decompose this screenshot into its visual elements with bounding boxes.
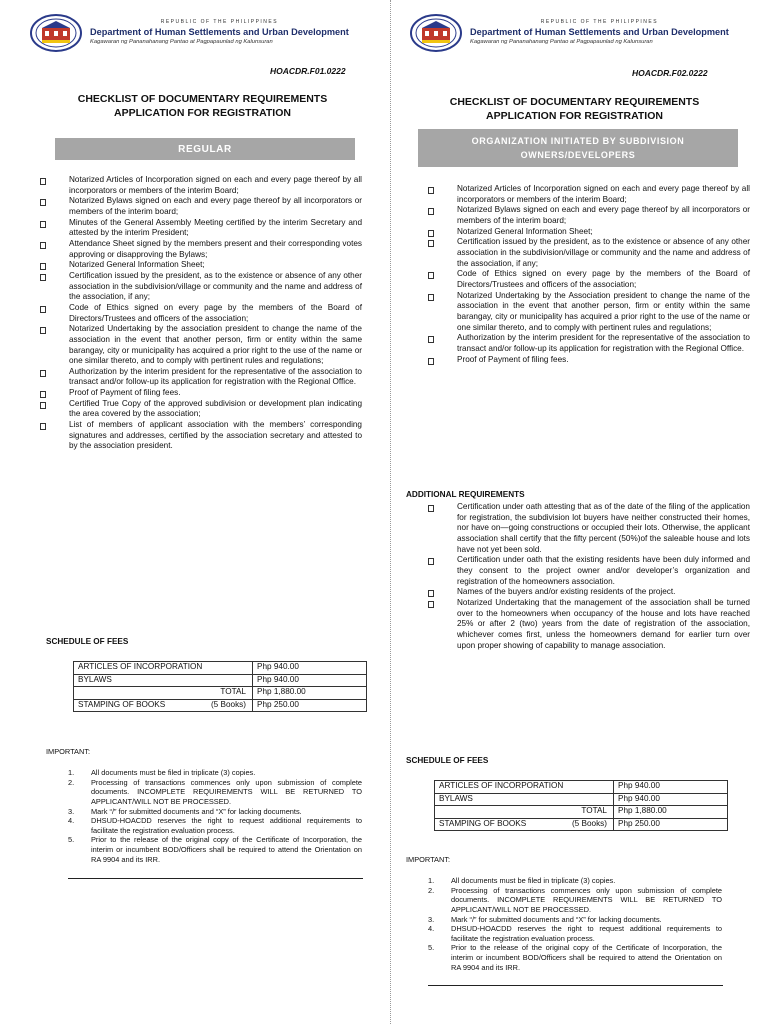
department-tagline: Kagawaran ng Pananahanang Pantao at Pagpapaunlad ng Kalunsuran <box>90 39 273 46</box>
books-count: (5 Books) <box>210 699 246 709</box>
department-name: Department of Human Settlements and Urban Development <box>90 26 349 37</box>
checkbox-icon[interactable] <box>428 358 434 365</box>
fees-row <box>435 818 728 831</box>
checklist-item <box>38 324 362 367</box>
note-item <box>428 943 722 972</box>
bottom-rule <box>68 878 363 879</box>
dhsud-seal-icon <box>410 14 462 52</box>
checklist-item <box>426 184 750 205</box>
form-code: HOACDR.F02.0222 <box>632 68 708 78</box>
checklist-item-text: Notarized General Information Sheet; <box>457 226 593 236</box>
note-item <box>428 915 722 925</box>
checkbox-icon[interactable] <box>428 294 434 301</box>
checklist-item <box>426 237 750 269</box>
note-text: All documents must be filed in triplicate (3) copies. <box>451 876 616 885</box>
checkbox-icon[interactable] <box>40 370 46 377</box>
checkbox-icon[interactable] <box>40 242 46 249</box>
note-item <box>428 924 722 943</box>
fee-total-amount: Php 1,880.00 <box>253 687 367 700</box>
department-tagline: Kagawaran ng Pananahanang Pantao at Pagpapaunlad ng Kalunsuran <box>470 39 653 46</box>
fees-row <box>74 687 367 700</box>
band-line-2: OWNERS/DEVELOPERS <box>520 150 636 160</box>
fee-label: ARTICLES OF INCORPORATION <box>74 662 253 675</box>
note-number: 2. <box>68 777 75 787</box>
fee-label <box>74 699 253 712</box>
fee-amount: Php 940.00 <box>614 793 728 806</box>
checklist-item <box>38 239 362 260</box>
checklist-item-text: Notarized Undertaking by the association president to change the name of the association in the event that another person, firm or entity within the same barangay, city or municipality has acquired a prior right to the use of the name or one similar thereto, and to comply with pertinent rules and regulations; <box>69 324 362 366</box>
note-item <box>68 778 362 807</box>
checklist-item-text: Certification under oath attesting that as of the date of the filing of the application for registration, the subdivision lot buyers have neither constructed their homes, nor have on—going constructions or occupied their lots. Otherwise, the applicant association shall certify that the fifty percent (50%)of the saleable house and lots have not yet been sold. <box>457 502 750 554</box>
fee-label <box>435 818 614 831</box>
note-item <box>68 807 362 817</box>
checklist-item-text: Notarized Bylaws signed on each and every page thereof by all incorporators or members of the interim board; <box>457 205 750 225</box>
fee-amount: Php 940.00 <box>253 662 367 675</box>
note-number: 1. <box>68 768 75 777</box>
note-number: 2. <box>428 885 435 895</box>
checklist-item-text: Notarized Undertaking that the management of the association shall be turned over to the homeowners when occupancy of the house and lots have reached 25% or after 2 (two) years from the date of registration of the association, whichever comes first, unless the homeowners demand for earlier turn over upon proper showing of capability to manage association. <box>457 597 750 650</box>
checklist-item <box>38 218 362 239</box>
fee-label: ARTICLES OF INCORPORATION <box>435 781 614 794</box>
checkbox-icon[interactable] <box>40 391 46 398</box>
checklist-item-text: Certification under oath that the existing residents have been duly informed and they consent to the project owner and/or developer’s organization and registration of the homeowners association. <box>457 555 750 586</box>
important-notes <box>68 768 362 864</box>
checkbox-icon[interactable] <box>428 558 434 565</box>
checkbox-icon[interactable] <box>428 240 434 247</box>
fee-amount: Php 940.00 <box>253 674 367 687</box>
category-band <box>418 129 738 167</box>
checklist-item-text: Notarized General Information Sheet; <box>69 260 205 270</box>
note-item <box>68 835 362 864</box>
checklist-item <box>426 587 750 598</box>
checklist-item-text: Authorization by the interim president for the representative of the association to transact and/or follow-up its application for registration with the Regional Office. <box>457 333 750 353</box>
note-text: Processing of transactions commences only upon submission of complete documents. INCOMPLETE REQUIREMENTS WILL BE RETURNED TO APPLICANT/WILL NOT BE PROCESSED. <box>451 885 722 914</box>
fee-label: BYLAWS <box>74 674 253 687</box>
checkbox-icon[interactable] <box>40 199 46 206</box>
books-label: STAMPING OF BOOKS <box>78 699 166 709</box>
checkbox-icon[interactable] <box>428 590 434 597</box>
note-number: 5. <box>68 835 75 845</box>
checklist-item <box>426 205 750 226</box>
checklist-page-developer <box>384 0 768 1024</box>
checkbox-icon[interactable] <box>40 263 46 270</box>
fees-row <box>435 806 728 819</box>
checkbox-icon[interactable] <box>40 402 46 409</box>
checklist-item-text: Notarized Bylaws signed on each and every page thereof by all incorporators or members of the interim board; <box>69 196 362 216</box>
checklist-item <box>426 555 750 587</box>
checklist-item-text: List of members of applicant association with the members’ corresponding signatures and addresses, certified by the association secretary and attested to by the association president. <box>69 420 362 451</box>
note-item <box>68 816 362 835</box>
band-line-1: ORGANIZATION INITIATED BY SUBDIVISION <box>471 135 685 146</box>
checklist-item-text: Code of Ethics signed on every page by the members of the Board of Directors/Trustees and officers of the association; <box>457 269 750 289</box>
fee-total-label: TOTAL <box>435 806 614 819</box>
fee-total-label: TOTAL <box>74 687 253 700</box>
checklist-item <box>38 175 362 196</box>
additional-requirements-checklist <box>426 502 750 651</box>
fees-row <box>435 781 728 794</box>
checklist-item-text: Code of Ethics signed on every page by the members of the Board of Directors/Trustees and officers of the association; <box>69 302 362 323</box>
note-text: Prior to the release of the original copy of the Certificate of Incorporation, the interim or incumbent BOD/Officers shall be required to attend the Orientation on RA 9904 and its IRR. <box>91 835 362 864</box>
form-code: HOACDR.F01.0222 <box>270 66 346 76</box>
note-number: 4. <box>428 924 435 934</box>
title-line-1: CHECKLIST OF DOCUMENTARY REQUIREMENTS <box>449 96 700 108</box>
fee-amount: Php 940.00 <box>614 781 728 794</box>
checklist-item <box>38 388 362 399</box>
fees-row <box>74 662 367 675</box>
checklist-item-text: Proof of Payment of filing fees. <box>69 388 181 398</box>
checkbox-icon[interactable] <box>40 274 46 281</box>
checkbox-icon[interactable] <box>428 272 434 279</box>
fees-row <box>74 699 367 712</box>
fees-row <box>74 674 367 687</box>
note-text: DHSUD-HOACDD reserves the right to request additional requirements to facilitate the registration evaluation process. <box>451 924 722 943</box>
checklist-item <box>426 502 750 555</box>
checklist-item-text: Attendance Sheet signed by the members present and their corresponding votes approving or disapproving the Bylaws; <box>69 238 362 259</box>
note-number: 4. <box>68 816 75 826</box>
books-count: (5 Books) <box>571 818 607 828</box>
dhsud-seal-icon <box>30 14 82 52</box>
note-item <box>428 886 722 915</box>
letterhead <box>30 12 349 54</box>
checkbox-icon[interactable] <box>40 221 46 228</box>
books-label: STAMPING OF BOOKS <box>439 818 527 828</box>
checklist-item-text: Proof of Payment of filing fees. <box>457 354 569 364</box>
note-text: Mark “/” for submitted documents and “X” for lacking documents. <box>451 914 662 924</box>
checklist-item-text: Certification issued by the president, as to the existence or absence of any other association in the subdivision/village or community and the name and address of the association, if any; <box>457 237 750 268</box>
bottom-rule <box>428 985 723 986</box>
checklist-item-text: Certification issued by the president, as to the existence or absence of any other association in the subdivision/village or community and the name and address of the association, if any; <box>69 270 362 302</box>
checkbox-icon[interactable] <box>428 601 434 608</box>
title-line-1: CHECKLIST OF DOCUMENTARY REQUIREMENTS <box>77 93 328 105</box>
checklist-item-text: Notarized Undertaking by the Association president to change the name of the association in the event that another person, firm or entity within the same barangay, city or municipality has acquired a prior right to the use of the name or one similar thereto, and to comply with pertinent rules and regulations; <box>457 290 750 332</box>
checklist-item <box>38 271 362 303</box>
checklist-item-text: Authorization by the interim president for the representative of the association to transact and/or follow-up its application for registration with the Regional Office. <box>69 366 362 387</box>
requirements-checklist <box>38 175 362 452</box>
department-name: Department of Human Settlements and Urban Development <box>470 26 729 37</box>
checklist-item-text: Names of the buyers and/or existing residents of the project. <box>457 587 676 597</box>
note-item <box>68 768 362 778</box>
note-text: All documents must be filed in triplicate (3) copies. <box>91 768 256 777</box>
important-label: IMPORTANT: <box>46 747 91 756</box>
checklist-item-text: Notarized Articles of Incorporation signed on each and every page thereof by all incorporators or members of the interim Board; <box>69 175 362 195</box>
note-text: Prior to the release of the original copy of the Certificate of Incorporation, the interim or incumbent BOD/Officers shall be required to attend the Orientation on RA 9904 and its IRR. <box>451 943 722 972</box>
checkbox-icon[interactable] <box>428 230 434 237</box>
important-notes <box>428 876 722 972</box>
checkbox-icon[interactable] <box>40 423 46 430</box>
schedule-of-fees-heading: SCHEDULE OF FEES <box>406 756 489 765</box>
fee-amount: Php 250.00 <box>614 818 728 831</box>
checkbox-icon[interactable] <box>40 178 46 185</box>
republic-line: REPUBLIC OF THE PHILIPPINES <box>540 19 659 25</box>
fee-total-amount: Php 1,880.00 <box>614 806 728 819</box>
note-number: 3. <box>68 806 75 816</box>
checklist-item-text: Certified True Copy of the approved subdivision or development plan indicating the area covered by the association; <box>69 398 362 419</box>
checkbox-icon[interactable] <box>428 505 434 512</box>
checklist-item <box>426 355 750 366</box>
category-band: REGULAR <box>55 138 355 160</box>
title-line-2: APPLICATION FOR REGISTRATION <box>114 107 291 120</box>
note-number: 3. <box>428 914 435 924</box>
note-text: Mark “/” for submitted documents and “X” for lacking documents. <box>91 806 302 816</box>
note-number: 1. <box>428 876 435 885</box>
checklist-item <box>426 291 750 334</box>
letterhead <box>410 12 729 54</box>
schedule-of-fees-heading: SCHEDULE OF FEES <box>46 637 129 646</box>
checklist-item <box>426 598 750 651</box>
checkbox-icon[interactable] <box>428 208 434 215</box>
checkbox-icon[interactable] <box>40 306 46 313</box>
checklist-item <box>38 303 362 324</box>
republic-line: REPUBLIC OF THE PHILIPPINES <box>160 19 279 25</box>
note-text: DHSUD-HOACDD reserves the right to request additional requirements to facilitate the registration evaluation process. <box>91 816 362 835</box>
important-label: IMPORTANT: <box>406 855 451 864</box>
checklist-item <box>426 269 750 290</box>
fee-amount: Php 250.00 <box>253 699 367 712</box>
fees-row <box>435 793 728 806</box>
checkbox-icon[interactable] <box>40 327 46 334</box>
checkbox-icon[interactable] <box>428 187 434 194</box>
checklist-item <box>38 420 362 452</box>
checklist-item-text: Minutes of the General Assembly Meeting certified by the interim Secretary and attested by the interim President; <box>69 217 362 238</box>
checklist-item <box>38 367 362 388</box>
note-number: 5. <box>428 943 435 953</box>
requirements-checklist <box>426 184 750 365</box>
checklist-item <box>38 260 362 271</box>
note-text: Processing of transactions commences only upon submission of complete documents. INCOMPLETE REQUIREMENTS WILL BE RETURNED TO APPLICANT/WILL NOT BE PROCESSED. <box>91 777 362 806</box>
fees-table <box>73 661 367 712</box>
checklist-item-text: Notarized Articles of Incorporation signed on each and every page thereof by all incorporators or members of the interim Board; <box>457 184 750 204</box>
fee-label: BYLAWS <box>435 793 614 806</box>
fees-table <box>434 780 728 831</box>
checklist-item <box>426 227 750 238</box>
page-title <box>412 95 737 123</box>
title-line-2: APPLICATION FOR REGISTRATION <box>486 110 663 123</box>
page-title <box>40 92 365 120</box>
note-item <box>428 876 722 886</box>
additional-requirements-heading: ADDITIONAL REQUIREMENTS <box>406 490 525 499</box>
checkbox-icon[interactable] <box>428 336 434 343</box>
checklist-item <box>38 196 362 217</box>
checklist-item <box>426 333 750 354</box>
checklist-item <box>38 399 362 420</box>
